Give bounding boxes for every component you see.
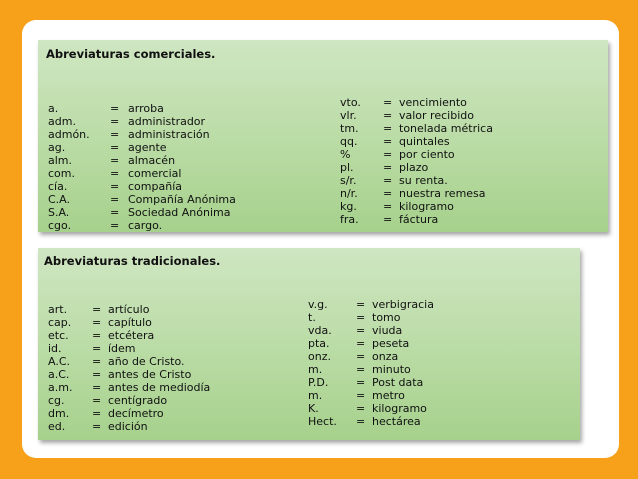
definition: nuestra remesa <box>399 187 486 200</box>
abbreviation: A.C. <box>48 355 71 368</box>
abbreviation-row <box>340 96 599 109</box>
definition: valor recibido <box>399 109 474 122</box>
definition: plazo <box>399 161 429 174</box>
abbreviation: vto. <box>340 96 361 109</box>
equals-sign: = <box>383 174 393 187</box>
definition: administración <box>128 128 210 141</box>
abbreviation: fra. <box>340 213 359 226</box>
equals-sign: = <box>356 415 366 428</box>
slide <box>22 20 619 458</box>
equals-sign: = <box>383 187 393 200</box>
definition: metro <box>372 389 405 402</box>
equals-sign: = <box>356 363 366 376</box>
abbreviation: vlr. <box>340 109 357 122</box>
equals-sign: = <box>356 376 366 389</box>
abbreviation: a. <box>48 102 59 115</box>
abbreviation: m. <box>308 363 323 376</box>
definition: arroba <box>128 102 164 115</box>
definition: kilogramo <box>399 200 454 213</box>
definition: administrador <box>128 115 206 128</box>
abbreviation: S.A. <box>48 206 70 219</box>
abbreviation: v.g. <box>308 298 328 311</box>
definition: fáctura <box>399 213 439 226</box>
abbreviation: dm. <box>48 407 70 420</box>
definition: compañía <box>128 180 182 193</box>
abbreviation-row <box>308 324 572 337</box>
abbreviation-row <box>308 376 572 389</box>
abbreviation-row <box>340 200 599 213</box>
definition: Sociedad Anónima <box>128 206 231 219</box>
definition: kilogramo <box>372 402 427 415</box>
equals-sign: = <box>92 381 102 394</box>
abbreviation: a.C. <box>48 368 70 381</box>
abbreviation: t. <box>308 311 316 324</box>
equals-sign: = <box>110 141 120 154</box>
equals-sign: = <box>356 350 366 363</box>
abbreviation: alm. <box>48 154 73 167</box>
abbreviation-row <box>48 128 328 141</box>
abbreviation-row <box>48 141 328 154</box>
definition: quintales <box>399 135 450 148</box>
abbreviation-row <box>340 213 599 226</box>
definition: ídem <box>108 342 136 355</box>
abbreviation-row <box>308 350 572 363</box>
abbreviation-row <box>340 135 599 148</box>
abbreviation-row <box>48 154 328 167</box>
abbreviation-row <box>48 167 328 180</box>
equals-sign: = <box>110 167 120 180</box>
definition: agente <box>128 141 167 154</box>
abbreviation: vda. <box>308 324 332 337</box>
equals-sign: = <box>383 109 393 122</box>
definition: capítulo <box>108 316 152 329</box>
commercial-title: Abreviaturas comerciales. <box>46 47 216 61</box>
abbreviation: s/r. <box>340 174 357 187</box>
abbreviation-row <box>48 180 328 193</box>
abbreviation-row <box>340 161 599 174</box>
equals-sign: = <box>356 311 366 324</box>
abbreviation-row <box>48 102 328 115</box>
definition: su renta. <box>399 174 448 187</box>
traditional-title: Abreviaturas tradicionales. <box>44 254 221 268</box>
equals-sign: = <box>356 337 366 350</box>
definition: Compañía Anónima <box>128 193 236 206</box>
abbreviation-row <box>308 363 572 376</box>
equals-sign: = <box>110 193 120 206</box>
definition: antes de mediodía <box>108 381 211 394</box>
equals-sign: = <box>92 407 102 420</box>
abbreviation-row <box>308 389 572 402</box>
equals-sign: = <box>356 402 366 415</box>
definition: tomo <box>372 311 401 324</box>
abbreviation-row <box>340 187 599 200</box>
abbreviation: K. <box>308 402 319 415</box>
definition: tonelada métrica <box>399 122 493 135</box>
definition: artículo <box>108 303 150 316</box>
abbreviation-row <box>48 115 328 128</box>
abbreviation: cía. <box>48 180 68 193</box>
abbreviation-row <box>48 303 308 316</box>
abbreviation: % <box>340 148 351 161</box>
equals-sign: = <box>110 180 120 193</box>
definition: verbigracia <box>372 298 434 311</box>
equals-sign: = <box>110 206 120 219</box>
definition: año de Cristo. <box>108 355 185 368</box>
abbreviation-row <box>48 368 308 381</box>
equals-sign: = <box>92 368 102 381</box>
equals-sign: = <box>383 213 393 226</box>
abbreviation-row <box>308 337 572 350</box>
equals-sign: = <box>110 102 120 115</box>
definition: centígrado <box>108 394 168 407</box>
definition: comercial <box>128 167 182 180</box>
abbreviation: ed. <box>48 420 66 433</box>
equals-sign: = <box>383 135 393 148</box>
abbreviation: P.D. <box>308 376 329 389</box>
commercial-panel <box>38 40 608 232</box>
equals-sign: = <box>92 394 102 407</box>
abbreviation: id. <box>48 342 62 355</box>
definition: Post data <box>372 376 424 389</box>
abbreviation-row <box>48 420 308 433</box>
definition: almacén <box>128 154 176 167</box>
abbreviation-row <box>48 342 308 355</box>
equals-sign: = <box>92 420 102 433</box>
definition: onza <box>372 350 399 363</box>
equals-sign: = <box>383 96 393 109</box>
equals-sign: = <box>383 148 393 161</box>
abbreviation-row <box>48 407 308 420</box>
abbreviation-row <box>48 381 308 394</box>
definition: por ciento <box>399 148 455 161</box>
definition: viuda <box>372 324 403 337</box>
abbreviation: admón. <box>48 128 90 141</box>
definition: hectárea <box>372 415 421 428</box>
abbreviation: ag. <box>48 141 66 154</box>
definition: antes de Cristo <box>108 368 192 381</box>
abbreviation-row <box>48 355 308 368</box>
equals-sign: = <box>110 115 120 128</box>
abbreviation: C.A. <box>48 193 71 206</box>
abbreviation-row <box>340 148 599 161</box>
abbreviation-row <box>340 174 599 187</box>
abbreviation-row <box>340 109 599 122</box>
abbreviation: kg. <box>340 200 357 213</box>
definition: cargo. <box>128 219 163 232</box>
equals-sign: = <box>356 324 366 337</box>
equals-sign: = <box>383 122 393 135</box>
abbreviation: a.m. <box>48 381 73 394</box>
abbreviation: cap. <box>48 316 72 329</box>
abbreviation-row <box>48 219 328 232</box>
abbreviation-row <box>48 329 308 342</box>
equals-sign: = <box>92 303 102 316</box>
equals-sign: = <box>92 355 102 368</box>
abbreviation: onz. <box>308 350 331 363</box>
abbreviation-row <box>308 298 572 311</box>
abbreviation-row <box>308 415 572 428</box>
abbreviation: m. <box>308 389 323 402</box>
equals-sign: = <box>356 298 366 311</box>
definition: vencimiento <box>399 96 467 109</box>
abbreviation: etc. <box>48 329 69 342</box>
equals-sign: = <box>110 128 120 141</box>
equals-sign: = <box>383 161 393 174</box>
equals-sign: = <box>356 389 366 402</box>
abbreviation-row <box>340 122 599 135</box>
abbreviation-row <box>48 206 328 219</box>
abbreviation: qq. <box>340 135 358 148</box>
abbreviation: cgo. <box>48 219 72 232</box>
abbreviation-row <box>48 316 308 329</box>
abbreviation: n/r. <box>340 187 358 200</box>
abbreviation-row <box>48 193 328 206</box>
definition: decímetro <box>108 407 164 420</box>
traditional-panel <box>38 248 580 440</box>
equals-sign: = <box>92 342 102 355</box>
definition: minuto <box>372 363 411 376</box>
equals-sign: = <box>383 200 393 213</box>
equals-sign: = <box>92 329 102 342</box>
abbreviation-row <box>48 394 308 407</box>
abbreviation: adm. <box>48 115 76 128</box>
abbreviation: art. <box>48 303 68 316</box>
equals-sign: = <box>92 316 102 329</box>
equals-sign: = <box>110 219 120 232</box>
abbreviation: tm. <box>340 122 359 135</box>
definition: peseta <box>372 337 410 350</box>
abbreviation: pl. <box>340 161 354 174</box>
abbreviation-row <box>308 311 572 324</box>
abbreviation: cg. <box>48 394 65 407</box>
abbreviation-row <box>308 402 572 415</box>
abbreviation: com. <box>48 167 75 180</box>
abbreviation: Hect. <box>308 415 337 428</box>
definition: etcétera <box>108 329 155 342</box>
abbreviation: pta. <box>308 337 330 350</box>
equals-sign: = <box>110 154 120 167</box>
definition: edición <box>108 420 148 433</box>
